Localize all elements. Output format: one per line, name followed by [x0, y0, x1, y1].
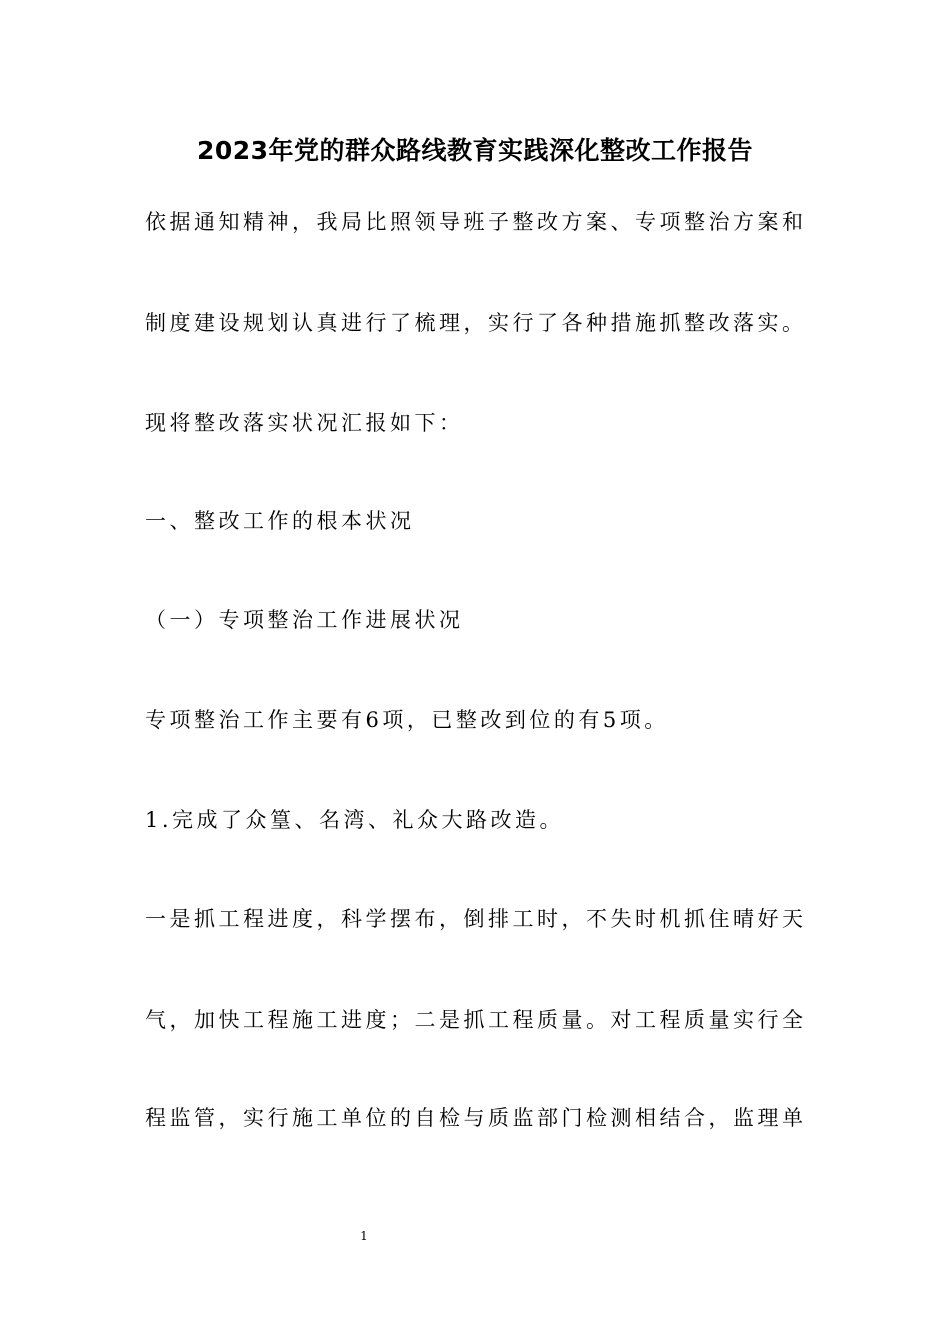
document-title: 2023年党的群众路线教育实践深化整改工作报告 — [196, 136, 754, 165]
body-line-2: 制度建设规划认真进行了梳理，实行了各种措施抓整改落实。 — [145, 311, 807, 335]
page-number: 1 — [360, 1229, 368, 1243]
section-heading-1: 一、整改工作的根本状况 — [145, 509, 415, 533]
body-line-8: 一是抓工程进度，科学摆布，倒排工时，不失时机抓住晴好天 — [145, 907, 807, 931]
subsection-heading-1: （一）专项整治工作进展状况 — [145, 608, 464, 632]
body-line-6: 专项整治工作主要有6项，已整改到位的有5项。 — [145, 708, 669, 732]
body-line-10: 程监管，实行施工单位的自检与质监部门检测相结合，监理单 — [145, 1106, 807, 1130]
list-item-1: 1.完成了众篁、名湾、礼众大路改造。 — [145, 808, 565, 832]
body-line-1: 依据通知精神，我局比照领导班子整改方案、专项整治方案和 — [145, 210, 807, 234]
body-line-9: 气，加快工程施工进度；二是抓工程质量。对工程质量实行全 — [145, 1008, 807, 1032]
body-line-3: 现将整改落实状况汇报如下： — [145, 411, 464, 435]
